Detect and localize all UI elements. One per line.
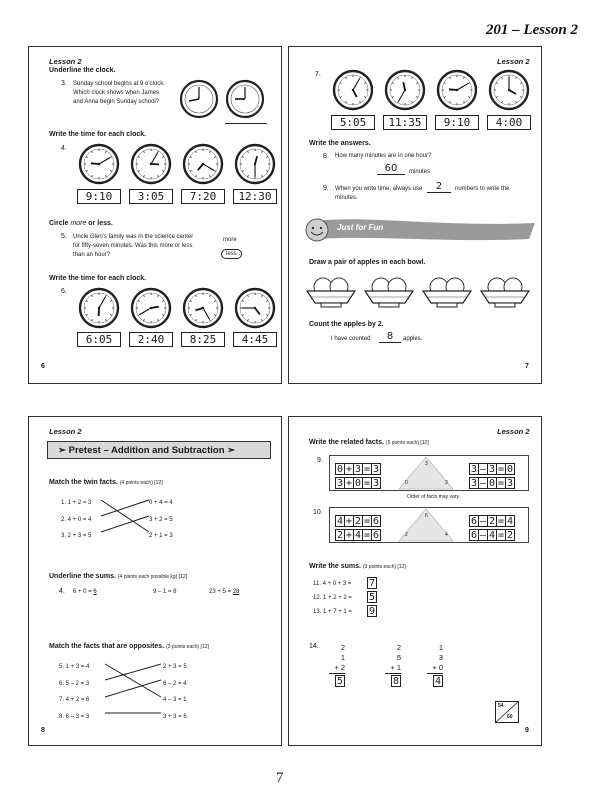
clock-icon: [130, 287, 172, 329]
fact-digit: 0: [336, 464, 344, 475]
time-answer-box: 12:30: [233, 189, 277, 204]
fact-digit: 3: [506, 478, 514, 489]
fact-digit: 4: [488, 530, 496, 541]
sum-row: [313, 581, 351, 587]
q9-text: minutes.: [335, 195, 358, 201]
bowl-icon: [307, 278, 355, 307]
heading-part: more: [70, 220, 87, 227]
fact-digit: =: [363, 478, 371, 489]
bowl-icon: [365, 278, 413, 307]
bowl-icon: [423, 278, 471, 307]
time-answer-box: 9:10: [435, 115, 479, 130]
addend: 3: [438, 653, 443, 662]
question-number: 10.: [313, 509, 323, 516]
column-answer-box: 8: [392, 676, 400, 687]
count-heading: Count the apples by 2.: [309, 321, 384, 328]
q3-line: Which clock shows when James: [73, 90, 160, 96]
heading-text: Match the facts that are opposites.: [49, 643, 165, 650]
fact-digit: 6: [470, 530, 478, 541]
addend: 2: [396, 643, 401, 652]
lesson-label: Lesson 2: [497, 427, 530, 436]
fact-item: 2 + 1 = 3: [149, 533, 173, 539]
column-answer-box: 5: [336, 676, 344, 687]
heading-text: Match the twin facts.: [49, 479, 118, 486]
fact-item: 6. 5 – 2 = 3: [59, 680, 90, 687]
sum-answer-box: 7: [368, 578, 376, 589]
q5-text: [73, 233, 193, 260]
fun-banner-text: Just for Fun: [337, 223, 384, 232]
heading-text: Write the sums.: [309, 563, 361, 570]
fact-item: 3. 2 + 3 = 5: [61, 533, 92, 539]
arrow-icon: ➣: [224, 445, 236, 456]
fact-digit: =: [497, 464, 505, 475]
fact-digit: 6: [372, 516, 380, 527]
column-addition: [427, 643, 443, 674]
fact-digit: +: [345, 530, 353, 541]
points-note: (4 points each possible kg) [12]: [117, 574, 188, 580]
question-number: 12.: [313, 595, 322, 601]
write-sums-heading: [309, 563, 406, 570]
sum-text: 1 + 2 + 2 =: [323, 595, 352, 601]
fact-digit: +: [345, 516, 353, 527]
fact-digit: 0: [354, 478, 362, 489]
answer-underline: [225, 123, 267, 124]
sum-item: [153, 589, 177, 595]
time-answer-box: 2:40: [129, 332, 173, 347]
fact-digit: 3: [372, 464, 380, 475]
fact-digit: 2: [506, 530, 514, 541]
time-answer-box: 9:10: [77, 189, 121, 204]
choice-more[interactable]: more: [223, 237, 237, 243]
fact-item: 0 + 4 = 4: [149, 500, 173, 506]
fact-row: [335, 525, 380, 543]
fact-digit: +: [345, 464, 353, 475]
bowls-with-apples: [303, 275, 539, 311]
heading-text: Write the related facts.: [309, 439, 384, 446]
triangle-number: 3: [445, 480, 448, 486]
question-number: 3.: [61, 80, 67, 87]
banner-title: Pretest – Addition and Subtraction: [68, 445, 225, 456]
page-number: 7: [525, 363, 529, 370]
clock-icon: [234, 143, 276, 185]
fun-banner-swoosh: [297, 217, 537, 243]
clock-icon: [78, 287, 120, 329]
q3-line: Sunday school begins at 9 o'clock.: [73, 81, 165, 87]
triangle-number: 2: [405, 532, 408, 538]
answers-heading: Write the answers.: [309, 140, 371, 147]
score-earned: 54: [498, 703, 504, 709]
choice-less-circled[interactable]: less: [221, 249, 242, 259]
fact-digit: =: [363, 464, 371, 475]
time-answer-box: 3:05: [129, 189, 173, 204]
page-number: 8: [41, 727, 45, 734]
fact-row: [469, 473, 514, 491]
sum-item: [209, 589, 239, 595]
points-note: (3 points each) [12]: [362, 564, 406, 570]
score-total: 60: [507, 714, 513, 720]
sum-item: [73, 589, 97, 595]
page-number: 9: [525, 727, 529, 734]
question-number: 4.: [59, 588, 65, 595]
fact-digit: 4: [506, 516, 514, 527]
apples-heading: Draw a pair of apples in each bowl.: [309, 259, 426, 266]
fact-digit: 2: [336, 530, 344, 541]
clock-icon: [182, 287, 224, 329]
count-text: I have counted: [331, 336, 371, 342]
fact-digit: 3: [470, 464, 478, 475]
sum-answer-box: 5: [368, 592, 376, 603]
fact-digit: 4: [354, 530, 362, 541]
question-number: 8.: [323, 153, 329, 160]
fact-item: 8. 6 – 3 = 3: [59, 713, 90, 720]
column-addition: [385, 643, 401, 674]
fact-digit: –: [479, 516, 487, 527]
clock-icon: [179, 79, 219, 119]
sums-heading: [49, 573, 187, 580]
twin-heading: [49, 479, 163, 486]
q9-answer: 2: [427, 181, 451, 193]
count-text: apples.: [403, 336, 423, 342]
fact-digit: 6: [470, 516, 478, 527]
triangle-number: 0: [405, 480, 408, 486]
column-answer-box: 4: [434, 676, 442, 687]
sum-row: [313, 609, 352, 615]
time-answer-box: 6:05: [77, 332, 121, 347]
sum-row: [313, 595, 352, 601]
fact-digit: 3: [354, 464, 362, 475]
fact-digit: 0: [506, 464, 514, 475]
fact-digit: 3: [336, 478, 344, 489]
question-number: 9.: [323, 185, 329, 192]
addend: 1: [438, 643, 443, 652]
fact-item: 3 + 2 = 5: [149, 516, 173, 523]
addend: 5: [396, 653, 401, 662]
fact-item: 2. 4 + 0 = 4: [61, 516, 92, 523]
fact-digit: +: [345, 478, 353, 489]
lesson-label: Lesson 2: [497, 57, 530, 66]
fact-item: 1. 1 + 2 = 3: [61, 500, 92, 506]
addend: + 1: [385, 663, 401, 674]
fact-digit: –: [479, 530, 487, 541]
sum-answer-box: 9: [368, 606, 376, 617]
fact-digit: –: [479, 464, 487, 475]
lesson-label: Lesson 2: [49, 427, 82, 436]
fact-item: 3 + 3 = 6: [163, 713, 187, 720]
time-answer-box: 4:45: [233, 332, 277, 347]
fact-item: 5. 1 + 3 = 4: [59, 664, 90, 670]
fact-digit: =: [363, 530, 371, 541]
question-number: 9.: [317, 457, 323, 464]
fact-digit: =: [497, 516, 505, 527]
question-number: 4.: [61, 145, 67, 152]
circle-heading: [49, 220, 113, 227]
points-note: (4 points each) [12]: [119, 480, 163, 486]
heading-part: less.: [97, 220, 113, 227]
clock-icon: [384, 69, 426, 111]
q3-line: and Anna begin Sunday school?: [73, 99, 160, 105]
question-number: 7.: [315, 71, 321, 78]
match-lines: [103, 661, 165, 717]
fact-digit: 6: [372, 530, 380, 541]
fact-digit: 4: [336, 516, 344, 527]
time-answer-box: 8:25: [181, 332, 225, 347]
q5-line: than an hour?: [73, 252, 111, 258]
scan-page-number: 7: [276, 770, 284, 786]
column-addition: [329, 643, 345, 674]
heading-part: Circle: [49, 220, 71, 227]
write-time-heading: Write the time for each clock.: [49, 275, 147, 282]
score-box: [495, 701, 519, 723]
q9-text: numbers to write the: [455, 186, 510, 192]
time-answer-box: 5:05: [331, 115, 375, 130]
fact-digit: =: [497, 478, 505, 489]
clock-icon: [78, 143, 120, 185]
workbook-page-9: [288, 416, 542, 746]
lesson-label: Lesson 2: [49, 57, 82, 66]
fact-digit: 3: [470, 478, 478, 489]
clock-icon: [488, 69, 530, 111]
clock-icon: [130, 143, 172, 185]
clock-icon: [182, 143, 224, 185]
fact-row: [335, 473, 380, 491]
bowl-icon: [481, 278, 529, 307]
question-number: 14.: [309, 643, 319, 650]
sum-text: 9 – 1 = 8: [153, 589, 177, 595]
fact-digit: =: [363, 516, 371, 527]
page-number: 6: [41, 363, 45, 370]
fact-row: [469, 525, 514, 543]
workbook-page-8: [28, 416, 282, 746]
q5-line: for fifty-seven minutes. Was this more or less: [73, 243, 193, 249]
fact-digit: 3: [488, 464, 496, 475]
fact-digit: =: [497, 530, 505, 541]
fact-item: 7. 4 + 2 = 6: [59, 697, 90, 703]
time-answer-box: 7:20: [181, 189, 225, 204]
q8-answer: 60: [377, 163, 405, 175]
clock-icon: [234, 287, 276, 329]
time-answer-box: 4:00: [487, 115, 531, 130]
match-lines: [99, 497, 155, 537]
fact-digit: 0: [488, 478, 496, 489]
addend: 2: [340, 643, 345, 652]
fact-item: 6 – 2 = 4: [163, 680, 187, 687]
q5-line: Uncle Glen's family was in the science center: [73, 234, 194, 240]
fact-item: 4 – 3 = 1: [163, 697, 187, 703]
fact-digit: –: [479, 478, 487, 489]
order-note: Order of facts may vary.: [407, 494, 460, 500]
sum-answer: 28: [232, 589, 240, 595]
related-heading: [309, 439, 429, 446]
count-answer: 8: [379, 331, 401, 343]
underline-heading: Underline the clock.: [49, 67, 116, 74]
write-time-heading: Write the time for each clock.: [49, 131, 147, 138]
points-note: (3 points each) [12]: [166, 644, 209, 650]
clock-icon: [436, 69, 478, 111]
points-note: (5 points each) [12]: [385, 440, 429, 446]
fact-digit: 2: [488, 516, 496, 527]
opposites-heading: [49, 643, 209, 650]
book-header-title: 201 – Lesson 2: [485, 22, 578, 38]
workbook-page-6: [28, 46, 282, 384]
triangle-number: 4: [445, 532, 448, 538]
fact-digit: 3: [372, 478, 380, 489]
sum-answer: 6: [93, 589, 97, 595]
sum-text: 6 + 0 =: [73, 589, 94, 595]
q9-text: When you write time, always use: [335, 186, 423, 192]
q8-unit: minutes: [409, 169, 431, 175]
question-number: 11.: [313, 581, 321, 587]
question-number: 6.: [61, 288, 67, 295]
question-number: 5.: [61, 233, 67, 240]
heading-text: Underline the sums.: [49, 573, 116, 580]
workbook-page-7: [288, 46, 542, 384]
addend: 1: [340, 653, 345, 662]
triangle-number: 6: [425, 513, 428, 519]
time-answer-box: 11:35: [383, 115, 427, 130]
heading-part: or: [86, 220, 98, 227]
question-number: 13.: [313, 609, 322, 615]
clock-icon: [225, 79, 265, 119]
sum-text: 1 + 7 + 1 =: [323, 609, 352, 615]
sum-text: 4 + 0 + 3 =: [322, 581, 352, 587]
fact-item: 2 + 3 = 5: [163, 664, 187, 670]
twin-left-list: [61, 495, 91, 545]
addend: + 2: [329, 663, 345, 674]
opp-left-list: [59, 659, 89, 725]
fact-digit: 2: [354, 516, 362, 527]
q3-text: [73, 80, 165, 107]
triangle-number: 3: [425, 461, 428, 467]
q8-text: How many minutes are in one hour?: [335, 153, 432, 159]
sum-text: 23 + 5 =: [209, 589, 233, 595]
pretest-banner: [47, 441, 271, 459]
clock-icon: [332, 69, 374, 111]
opp-right-list: [163, 659, 187, 725]
addend: + 0: [427, 663, 443, 674]
arrow-icon: ➢: [58, 445, 69, 456]
